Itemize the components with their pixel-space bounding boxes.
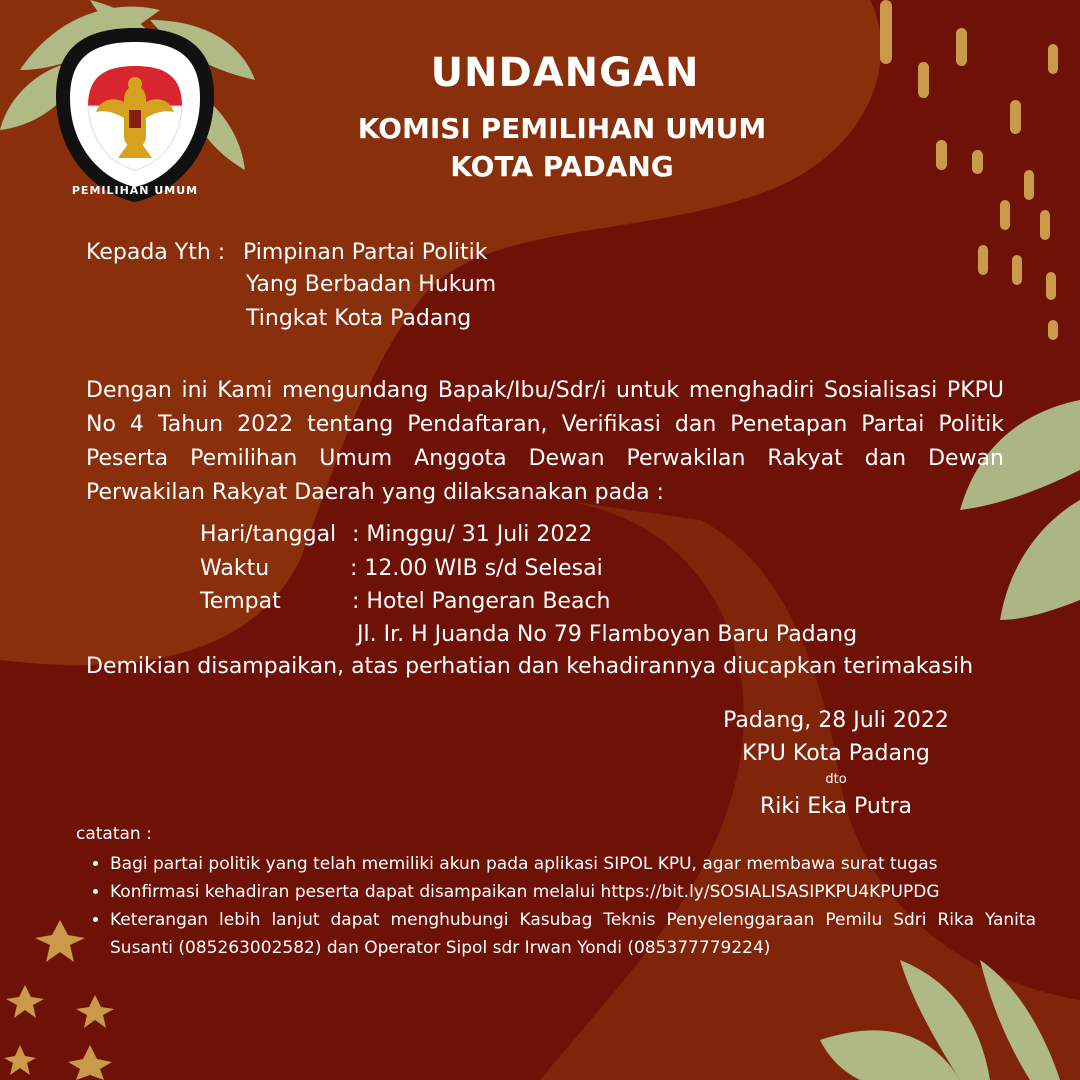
date-value: : Minggu/ 31 Juli 2022 xyxy=(352,522,593,547)
page-title: UNDANGAN xyxy=(430,50,700,96)
notes-list xyxy=(76,850,1036,962)
closing-paragraph: Demikian disampaikan, atas perhatian dan kehadirannya diucapkan terimakasih xyxy=(86,654,974,679)
note-item: • Bagi partai politik yang telah memiliki akun pada aplikasi SIPOL KPU, agar membawa surat tugas xyxy=(110,850,1036,878)
note-item: • Keterangan lebih lanjut dapat menghubungi Kasubag Teknis Penyelenggaraan Pemilu Sdri Rika Yanita Susanti (085263002582) dan Operator Sipol sdr Irwan Yondi (085377779224) xyxy=(110,906,1036,962)
place-value: : Hotel Pangeran Beach xyxy=(352,589,611,614)
subtitle-org: KOMISI PEMILIHAN UMUM xyxy=(357,112,767,145)
recipient-line-2: Yang Berbadan Hukum xyxy=(246,272,497,297)
logo-bottom-text: PEMILIHAN UMUM xyxy=(71,184,199,197)
notes-section xyxy=(76,824,1036,962)
invitation-paragraph: Dengan ini Kami mengundang Bapak/Ibu/Sdr/i untuk menghadiri Sosialisasi PKPU No 4 Tahun 2022 tentang Pendaftaran, Verifikasi dan Penetapan Partai Politik Peserta Pemilihan Umum Anggota Dewan Perwakilan Rakyat dan Dewan Perwakilan Rakyat Daerah yang dilaksanakan pada : xyxy=(86,378,1004,505)
place-label: Tempat xyxy=(200,589,281,614)
note-item: • Konfirmasi kehadiran peserta dapat disampaikan melalui https://bit.ly/SOSIALISASIPKPU4KPUPDG xyxy=(110,878,1036,906)
logo-top-text: KOMISI xyxy=(99,51,171,66)
subtitle-city: KOTA PADANG xyxy=(450,150,674,183)
recipient-label: Kepada Yth : xyxy=(86,240,226,265)
time-label: Waktu xyxy=(200,556,270,581)
notes-label: catatan : xyxy=(76,824,152,844)
place-address: Jl. Ir. H Juanda No 79 Flamboyan Baru Padang xyxy=(357,622,858,647)
date-label: Hari/tanggal xyxy=(200,522,337,547)
signature-place-date: Padang, 28 Juli 2022 xyxy=(723,708,949,733)
recipient-line-1: Pimpinan Partai Politik xyxy=(243,240,488,265)
signature-name: Riki Eka Putra xyxy=(760,794,912,819)
recipient-line-3: Tingkat Kota Padang xyxy=(246,306,472,331)
time-value: : 12.00 WIB s/d Selesai xyxy=(350,556,603,581)
signature-dto: dto xyxy=(825,772,847,787)
signature-org: KPU Kota Padang xyxy=(742,741,930,766)
